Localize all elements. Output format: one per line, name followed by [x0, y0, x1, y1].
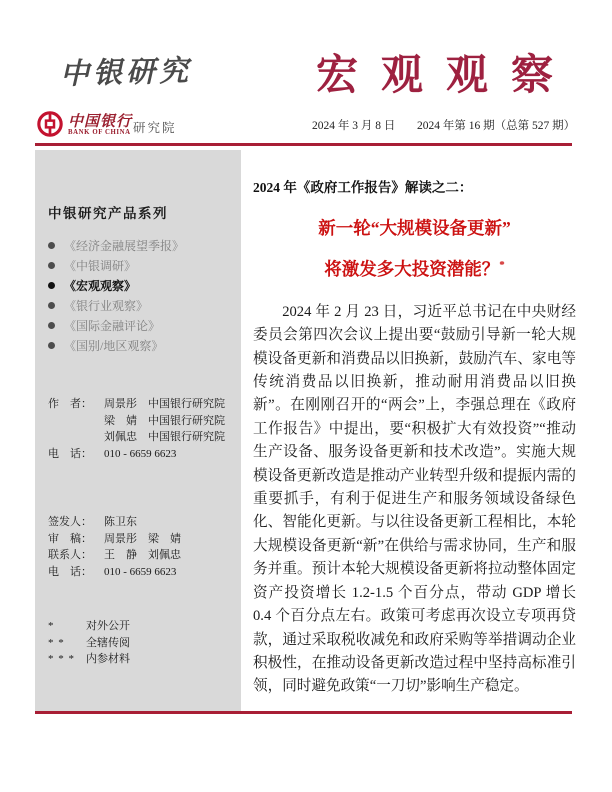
- author-value: 梁 婧 中国银行研究院: [104, 414, 225, 427]
- star-marks: *: [48, 620, 55, 632]
- article-title-line1: 新一轮“大规模设备更新”: [318, 218, 511, 238]
- author-row: [48, 429, 233, 446]
- author-value: 刘佩忠 中国银行研究院: [104, 431, 225, 443]
- series-item-label: 《银行业观察》: [64, 298, 149, 313]
- contact-person-row: [48, 547, 233, 564]
- masthead-title: 宏观观察: [316, 53, 577, 99]
- reviewer-row: [48, 531, 233, 548]
- signoff-block: [48, 514, 233, 580]
- title-footnote-asterisk: *: [499, 259, 505, 271]
- issuer-row: [48, 514, 233, 531]
- author-value: 周景彤 中国银行研究院: [104, 398, 225, 410]
- phone-value: 010 - 6659 6623: [104, 447, 177, 460]
- contact-person-value: 王 静 刘佩忠: [104, 549, 181, 561]
- dept-name: 研究院: [133, 121, 177, 135]
- phone-value: 010 - 6659 6623: [104, 565, 177, 578]
- org-name-cn: 中国银行: [68, 114, 133, 130]
- phone-row: [48, 446, 233, 463]
- bullet-icon: [48, 302, 55, 309]
- legend-text: 对外公开: [86, 620, 130, 632]
- abstract-paragraph: 2024 年 2 月 23 日，习近平总书记在中央财经委员会第四次会议上提出要“鼓励引导新一轮大规模设备更新和消费品以旧换新，鼓励汽车、家电等传统消费品以旧换新，推动耐用消费品以旧换新”。在刚刚召开的“两会”上，李强总理在《政府工作报告》中提出，要“积极扩大有效投资”“推动生产设备、服务设备更新和技术改造”。实施大规模设备更新改造是推动产业转型升级和提振内需的重要抓手，有利于促进生产和服务领域设备绿色化、智能化更新。与以往设备更新工程相比，本轮大规模设备更新“新”在供给与需求协同，生产和服务并重。预计本轮大规模设备更新将拉动整体固定资产投资增长 1.2-1.5 个百分点，带动 GDP 增长 0.4 个百分点左右。政策可考虑再次设立专项再贷款，通过采取税收减免和政府采购等举措调动企业积极性，在推动设备更新改造过程中坚持高标准引领，同时避免政策“一刀切”影响生产稳定。: [253, 303, 576, 695]
- bullet-icon: [48, 322, 55, 329]
- series-item-label: 《中银调研》: [64, 258, 137, 273]
- author-label: [48, 429, 104, 446]
- series-kicker: 2024 年《政府工作报告》解读之二：: [253, 180, 473, 195]
- bullet-icon: [48, 282, 55, 289]
- issue-date: 2024 年 3 月 8 日: [312, 120, 396, 132]
- reviewer-value: 周景彤 梁 婧: [104, 532, 181, 545]
- legend-text: 全辖传阅: [86, 636, 130, 649]
- series-item[interactable]: [48, 255, 233, 275]
- legend-row: [48, 651, 233, 668]
- article-title: [253, 210, 576, 288]
- issue-number: 2024 年第 16 期（总第 527 期）: [417, 120, 576, 132]
- classification-legend: [48, 618, 233, 668]
- series-item-label: 《国别/地区观察》: [64, 338, 164, 353]
- header-divider-rule: [35, 143, 572, 146]
- star-marks: * * *: [48, 653, 75, 665]
- authors-block: [48, 396, 233, 462]
- author-row: [48, 396, 233, 413]
- issuer-label: 签发人：: [48, 516, 92, 528]
- series-item-current[interactable]: [48, 275, 233, 295]
- phone-label: 电 话：: [48, 447, 92, 460]
- series-item[interactable]: [48, 335, 233, 355]
- article-title-line2: 将激发多大投资潜能？: [324, 258, 500, 279]
- legend-text: 内参材料: [86, 653, 130, 665]
- phone-row: [48, 564, 233, 581]
- author-label: [48, 413, 104, 430]
- legend-row: [48, 618, 233, 635]
- sidebar: [35, 150, 241, 711]
- series-list: [48, 235, 233, 355]
- bank-of-china-logo-icon: [37, 111, 63, 137]
- series-item-label: 《国际金融评论》: [64, 318, 161, 333]
- author-label: 作 者：: [48, 398, 92, 410]
- series-title: 中银研究产品系列: [48, 206, 168, 221]
- series-item[interactable]: [48, 315, 233, 335]
- phone-label: 电 话：: [48, 565, 92, 578]
- series-item[interactable]: [48, 295, 233, 315]
- legend-row: [48, 635, 233, 652]
- footer-divider-rule: [35, 711, 572, 714]
- series-item-label: 《经济金融展望季报》: [64, 238, 185, 253]
- author-row: [48, 413, 233, 430]
- brand-calligraphy: 中银研究: [59, 53, 193, 91]
- series-item[interactable]: [48, 235, 233, 255]
- star-marks: * *: [48, 636, 65, 649]
- issuer-value: 陈卫东: [104, 516, 137, 528]
- bullet-icon: [48, 242, 55, 249]
- contact-person-label: 联系人：: [48, 549, 92, 561]
- org-name-en: BANK OF CHINA: [68, 129, 131, 136]
- series-item-label: 《宏观观察》: [64, 278, 137, 293]
- bullet-icon: [48, 262, 55, 269]
- bullet-icon: [48, 342, 55, 349]
- reviewer-label: 审 稿：: [48, 532, 92, 545]
- main-content: [253, 176, 576, 699]
